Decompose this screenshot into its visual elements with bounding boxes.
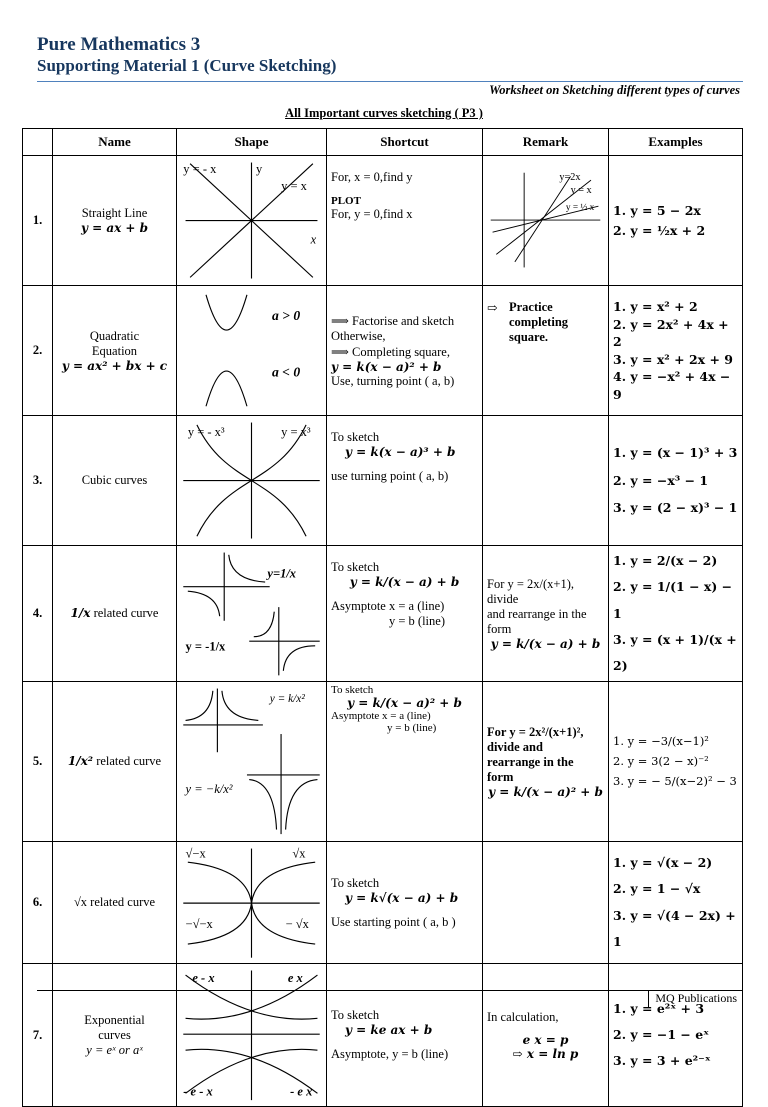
shape-straight-line <box>177 156 327 286</box>
svg-text:y = x: y = x <box>281 178 307 193</box>
row-examples: 1. y = −3/(x−1)² 2. y = 3(2 − x)⁻² 3. y = − 5/(x−2)² − 3 <box>609 682 743 842</box>
svg-text:y = −k/x²: y = −k/x² <box>185 782 233 797</box>
reciprocal-graph <box>181 548 322 679</box>
row-number: 7. <box>23 964 53 1107</box>
curves-table <box>22 128 743 1107</box>
svg-text:a < 0: a < 0 <box>271 364 301 380</box>
row-shortcut: For, x = 0,find y PLOT For, y = 0,find x <box>327 156 483 286</box>
shape-cubic <box>177 416 327 546</box>
table-row <box>23 842 743 964</box>
footer-publisher: MQ Publications <box>648 990 743 1007</box>
row-examples: 1. y = 5 − 2x 2. y = ½x + 2 <box>609 156 743 286</box>
row-examples: 1. y = x² + 2 2. y = 2x² + 4x + 2 3. y = x² + 2x + 9 4. y = −x² + 4x − 9 <box>609 286 743 416</box>
row-remark: For y = 2x/(x+1), divide and rearrange in the form y = k/(x − a) + b <box>483 546 609 682</box>
table-title: All Important curves sketching ( P3 ) <box>285 106 483 120</box>
row-name: 1/x related curve <box>53 546 177 682</box>
svg-text:- e x: - e x <box>290 1084 313 1099</box>
row-name: √x related curve <box>53 842 177 964</box>
shape-quadratic <box>177 286 327 416</box>
row-remark: For y = 2x²/(x+1)², divide and rearrange in the form y = k/(x − a)² + b <box>483 682 609 842</box>
row-shortcut: To sketch y = ke ax + b Asymptote, y = b (line) <box>327 964 483 1107</box>
svg-text:y = - x: y = - x <box>183 161 217 176</box>
svg-text:y=2x: y=2x <box>559 172 581 184</box>
page-title: Pure Mathematics 3 <box>37 34 201 55</box>
svg-text:e x: e x <box>287 971 303 986</box>
row-shortcut: To sketch y = k√(x − a) + b Use starting point ( a, b ) <box>327 842 483 964</box>
row-shortcut: To sketch y = k/(x − a)² + b Asymptote x = a (line) y = b (line) <box>327 682 483 842</box>
svg-text:y = x³: y = x³ <box>281 425 311 440</box>
row-examples: 1. y = e²ˣ + 3 2. y = −1 − eˣ 3. y = 3 + e²⁻ˣ <box>609 964 743 1107</box>
svg-text:−√−x: −√−x <box>185 917 213 932</box>
svg-text:y = -1/x: y = -1/x <box>185 639 226 654</box>
row-number: 1. <box>23 156 53 286</box>
shape-exponential <box>177 964 327 1107</box>
cubic-graph <box>181 418 322 543</box>
worksheet-caption: Worksheet on Sketching different types of curves <box>489 83 740 97</box>
reciprocal-square-graph <box>181 684 322 839</box>
row-remark <box>483 842 609 964</box>
page-subtitle: Supporting Material 1 (Curve Sketching) <box>37 56 337 75</box>
svg-text:√x: √x <box>292 846 306 861</box>
row-name: 1/x² related curve <box>53 682 177 842</box>
svg-text:x: x <box>310 232 317 247</box>
col-shape: Shape <box>177 129 327 156</box>
col-remark: Remark <box>483 129 609 156</box>
row-number: 5. <box>23 682 53 842</box>
table-row <box>23 286 743 416</box>
col-shortcut: Shortcut <box>327 129 483 156</box>
header-divider <box>37 81 743 82</box>
shape-square-root <box>177 842 327 964</box>
row-number: 6. <box>23 842 53 964</box>
row-shortcut: ⟹ Factorise and sketch Otherwise, ⟹ Completing square, y = k(x − a)² + b Use, turning point ( a, b) <box>327 286 483 416</box>
row-examples: 1. y = 2/(x − 2) 2. y = 1/(1 − x) − 1 3. y = (x + 1)/(x + 2) <box>609 546 743 682</box>
svg-text:y = x: y = x <box>570 185 592 197</box>
svg-text:a > 0: a > 0 <box>271 307 301 323</box>
row-remark: In calculation, e x = p ⇨ x = ln p <box>483 964 609 1107</box>
row-remark: ⇨ Practice completing square. <box>483 286 609 416</box>
row-name: Quadratic Equation y = ax² + bx + c <box>53 286 177 416</box>
svg-text:- e - x: - e - x <box>183 1084 213 1099</box>
row-examples: 1. y = √(x − 2) 2. y = 1 − √x 3. y = √(4 − 2x) + 1 <box>609 842 743 964</box>
col-number <box>23 129 53 156</box>
row-number: 4. <box>23 546 53 682</box>
svg-text:y: y <box>256 161 263 176</box>
straight-lines-gradient-graph <box>487 169 604 271</box>
row-number: 3. <box>23 416 53 546</box>
col-name: Name <box>53 129 177 156</box>
square-root-graph <box>181 844 322 961</box>
table-row <box>23 546 743 682</box>
svg-text:y=1/x: y=1/x <box>267 567 297 582</box>
row-examples: 1. y = (x − 1)³ + 3 2. y = −x³ − 1 3. y = (2 − x)³ − 1 <box>609 416 743 546</box>
svg-text:− √x: − √x <box>285 917 309 932</box>
shape-reciprocal-square <box>177 682 327 842</box>
svg-text:y = ½ x: y = ½ x <box>565 203 595 214</box>
exponential-graph <box>181 966 322 1104</box>
shape-reciprocal <box>177 546 327 682</box>
table-header-row <box>23 129 743 156</box>
remark-straight-lines <box>483 156 609 286</box>
table-row <box>23 416 743 546</box>
row-name: Exponential curves y = eˣ or aˣ <box>53 964 177 1107</box>
table-row <box>23 156 743 286</box>
row-remark <box>483 416 609 546</box>
footer-divider <box>37 990 743 991</box>
straight-line-graph <box>181 158 322 283</box>
arrow-icon: ⇨ <box>487 301 498 316</box>
row-shortcut: To sketch y = k(x − a)³ + b use turning point ( a, b) <box>327 416 483 546</box>
parabola-graph <box>181 288 322 413</box>
row-name: Straight Line y = ax + b <box>53 156 177 286</box>
svg-text:y = k/x²: y = k/x² <box>269 693 305 706</box>
col-examples: Examples <box>609 129 743 156</box>
svg-text:e - x: e - x <box>192 971 215 986</box>
row-number: 2. <box>23 286 53 416</box>
svg-text:√−x: √−x <box>185 846 206 861</box>
table-row <box>23 964 743 1107</box>
row-name: Cubic curves <box>53 416 177 546</box>
table-row <box>23 682 743 842</box>
svg-text:y = - x³: y = - x³ <box>187 425 225 440</box>
row-shortcut: To sketch y = k/(x − a) + b Asymptote x = a (line) y = b (line) <box>327 546 483 682</box>
